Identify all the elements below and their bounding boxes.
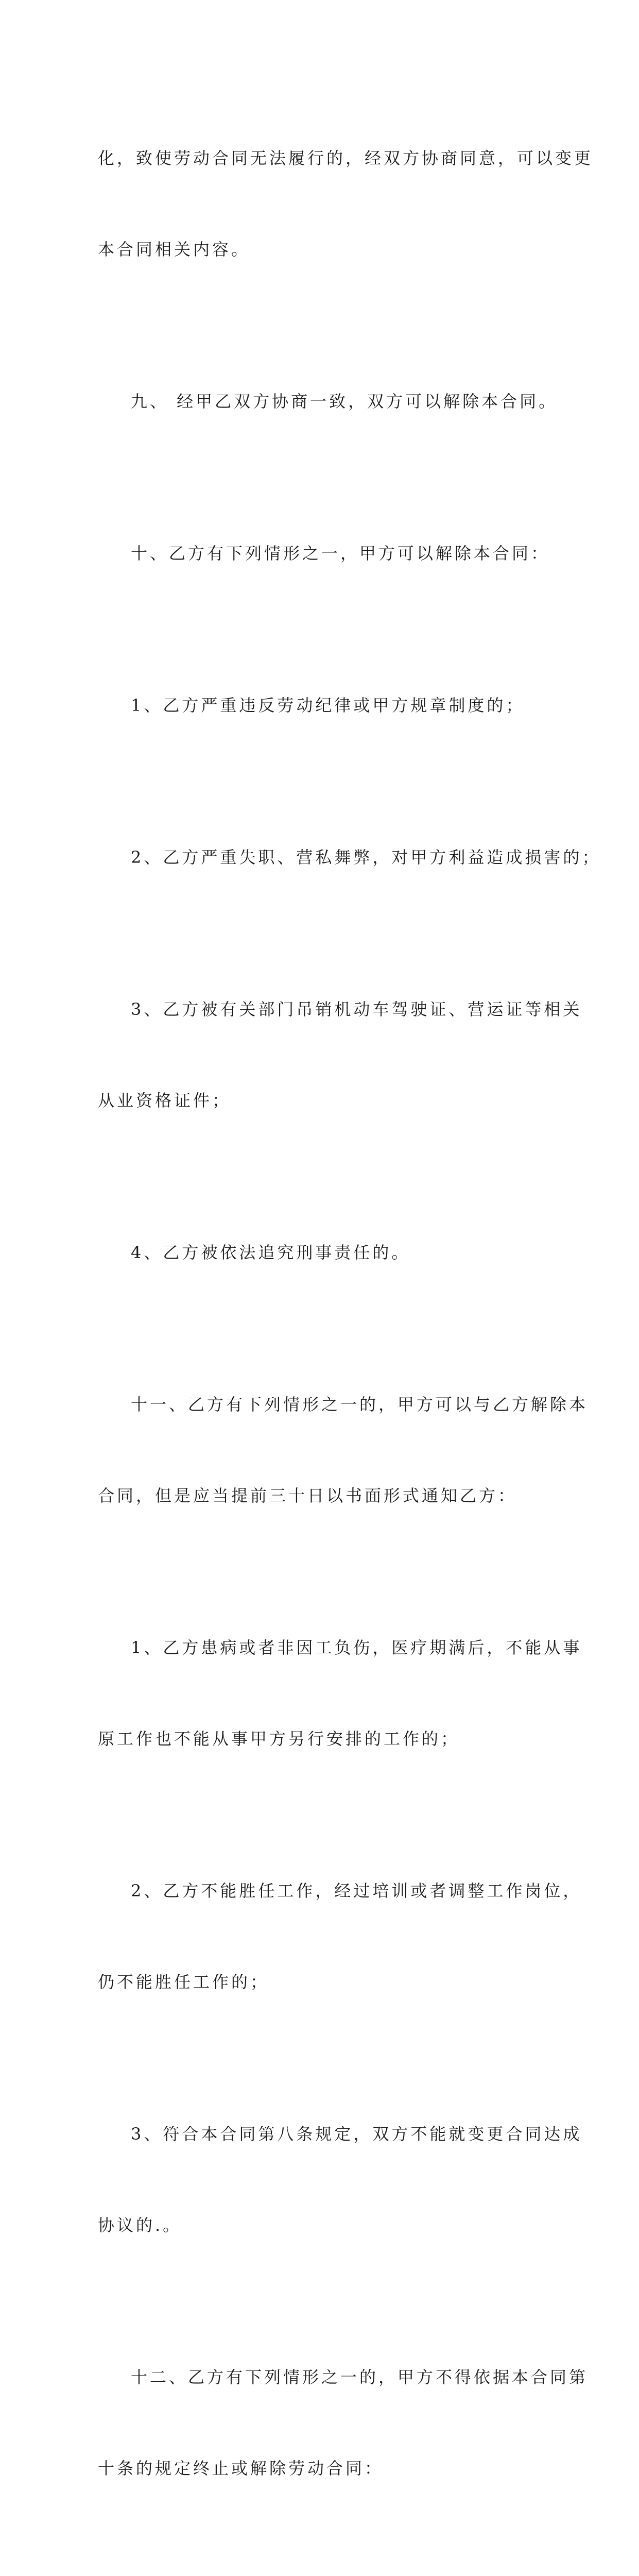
text-line: 2、乙方不能胜任工作，经过培训或者调整工作岗位， bbox=[131, 1881, 582, 1901]
clause-11-item-2 bbox=[98, 1815, 582, 2058]
text-line: 1、乙方患病或者非因工负伤，医疗期满后，不能从事 bbox=[131, 1638, 582, 1657]
text-line: 十条的规定终止或解除劳动合同： bbox=[98, 2459, 384, 2478]
text-line: 本合同相关内容。 bbox=[98, 240, 251, 259]
clause-11 bbox=[98, 1329, 589, 1572]
clause-11-item-3 bbox=[98, 2058, 582, 2301]
clause-10 bbox=[98, 478, 550, 630]
document-page bbox=[98, 82, 601, 2576]
text-line: 协议的.。 bbox=[98, 2215, 182, 2235]
text-line: 十二、乙方有下列情形之一的，甲方不得依据本合同第 bbox=[131, 2367, 589, 2387]
text-line: 4、乙方被依法追究刑事责任的。 bbox=[131, 1243, 411, 1262]
text-line: 从业资格证件； bbox=[98, 1091, 232, 1110]
text-line: 合同，但是应当提前三十日以书面形式通知乙方： bbox=[98, 1486, 517, 1505]
text-line: 仍不能胜任工作的； bbox=[98, 1972, 270, 1992]
text-line: 化，致使劳动合同无法履行的，经双方协商同意，可以变更 bbox=[98, 148, 594, 168]
text-line: 1、乙方严重违反劳动纪律或甲方规章制度的； bbox=[131, 696, 525, 715]
clause-9 bbox=[98, 326, 558, 478]
clause-10-item-2 bbox=[98, 782, 601, 934]
text-line: 原工作也不能从事甲方另行安排的工作的； bbox=[98, 1729, 460, 1749]
clause-10-item-1 bbox=[98, 630, 546, 782]
text-line: 十一、乙方有下列情形之一的，甲方可以与乙方解除本 bbox=[131, 1395, 589, 1414]
text-line: 3、乙方被有关部门吊销机动车驾驶证、营运证等相关 bbox=[131, 999, 582, 1019]
paragraph-continuation bbox=[98, 82, 594, 326]
text-line: 九、 经甲乙双方协商一致，双方可以解除本合同。 bbox=[131, 392, 558, 411]
clause-12 bbox=[98, 2301, 589, 2545]
clause-12-item-1 bbox=[98, 2545, 546, 2576]
clause-10-item-3 bbox=[98, 934, 582, 1177]
text-line: 十、乙方有下列情形之一，甲方可以解除本合同： bbox=[131, 544, 550, 563]
text-line: 3、符合本合同第八条规定，双方不能就变更合同达成 bbox=[131, 2124, 582, 2144]
clause-11-item-1 bbox=[98, 1572, 582, 1815]
text-line: 2、乙方严重失职、营私舞弊，对甲方利益造成损害的； bbox=[131, 848, 601, 867]
clause-10-item-4 bbox=[98, 1177, 546, 1329]
